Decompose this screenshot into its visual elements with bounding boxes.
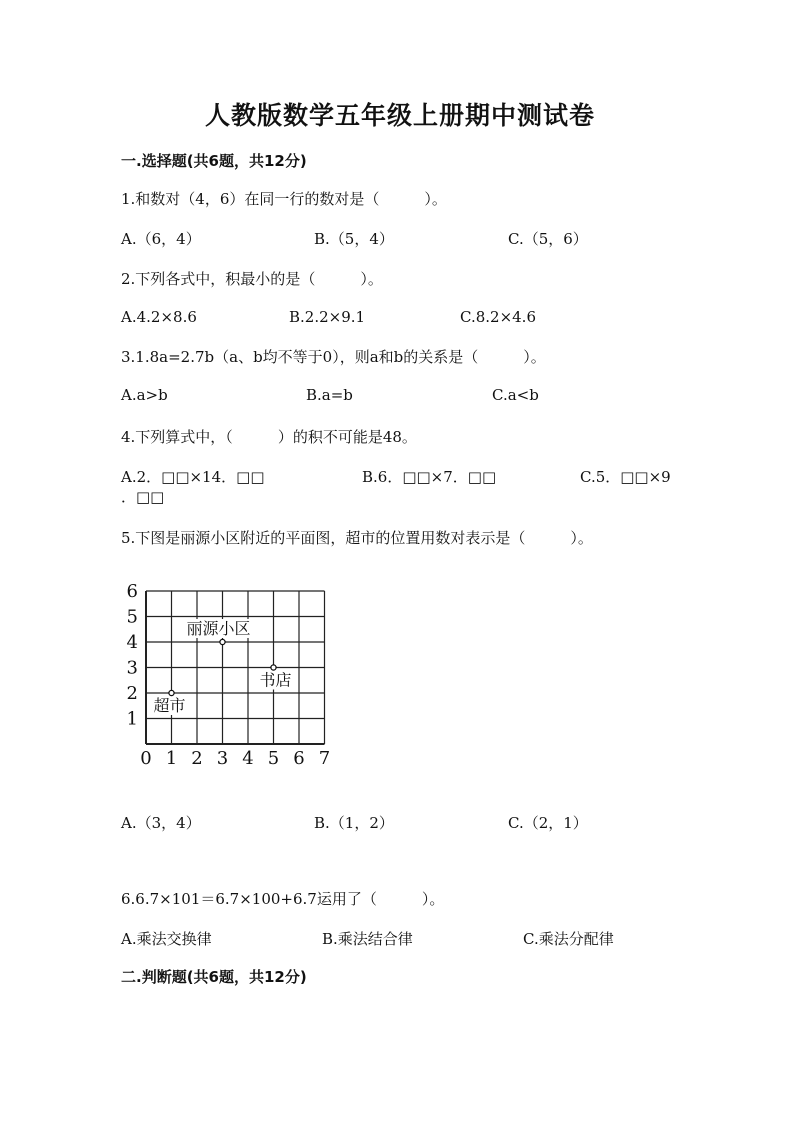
- question-1-option-b[interactable]: B.（5，4）: [314, 230, 394, 248]
- question-1-option-c[interactable]: C.（5，6）: [508, 230, 588, 248]
- x-tick-label: 5: [267, 748, 280, 769]
- map-place-point: [169, 690, 174, 695]
- question-5-stem: 5.下图是丽源小区附近的平面图，超市的位置用数对表示是（ ）。: [121, 529, 593, 547]
- question-4-stem: 4.下列算式中，（ ）的积不可能是48。: [121, 428, 417, 446]
- question-4-option-a[interactable]: A.2．□□×14．□□: [121, 468, 265, 486]
- question-5-option-c[interactable]: C.（2，1）: [508, 814, 588, 832]
- x-tick-label: 4: [242, 748, 254, 769]
- map-place-point: [271, 665, 276, 670]
- question-4-option-c-continued: ．□□: [121, 488, 165, 506]
- question-6-option-a[interactable]: A.乘法交换律: [121, 930, 212, 948]
- section-heading-judgment: 二.判断题(共6题，共12分): [121, 968, 307, 986]
- question-2-option-c[interactable]: C.8.2×4.6: [460, 308, 536, 326]
- neighborhood-map-grid: [124, 580, 344, 770]
- y-tick-label: 2: [126, 683, 138, 704]
- y-tick-label: 5: [126, 606, 138, 628]
- x-tick-label: 7: [318, 748, 331, 769]
- y-tick-label: 6: [126, 581, 138, 602]
- question-4-option-c[interactable]: C.5．□□×9: [580, 468, 671, 486]
- question-3-stem: 3.1.8a=2.7b（a、b均不等于0），则a和b的关系是（ ）。: [121, 348, 546, 366]
- question-4-option-b[interactable]: B.6．□□×7．□□: [362, 468, 497, 486]
- map-place-label: 书店: [259, 670, 292, 690]
- y-tick-label: 3: [126, 657, 138, 679]
- question-1-option-a[interactable]: A.（6，4）: [121, 230, 201, 248]
- x-tick-label: 3: [216, 748, 229, 769]
- x-tick-label: 1: [165, 748, 178, 769]
- question-5-option-b[interactable]: B.（1，2）: [314, 814, 394, 832]
- map-place-label: 丽源小区: [186, 619, 251, 638]
- question-2-option-b[interactable]: B.2.2×9.1: [289, 308, 366, 326]
- question-6-option-c[interactable]: C.乘法分配律: [523, 930, 614, 948]
- y-tick-label: 4: [126, 632, 138, 653]
- section-heading-choice: 一.选择题(共6题，共12分): [121, 152, 307, 170]
- page-title: 人教版数学五年级上册期中测试卷: [204, 101, 595, 130]
- question-5-option-a[interactable]: A.（3，4）: [121, 814, 201, 832]
- x-tick-label: 6: [293, 748, 305, 769]
- map-place-point: [220, 639, 225, 644]
- question-6-stem: 6.6.7×101＝6.7×100+6.7运用了（ ）。: [121, 890, 445, 908]
- x-tick-label: 2: [191, 748, 203, 769]
- y-tick-label: 1: [126, 708, 138, 730]
- map-place-label: 超市: [153, 696, 186, 715]
- question-2-option-a[interactable]: A.4.2×8.6: [121, 308, 197, 326]
- question-3-option-c[interactable]: C.a<b: [492, 386, 539, 404]
- question-2-stem: 2.下列各式中，积最小的是（ ）。: [121, 270, 383, 288]
- question-3-option-a[interactable]: A.a>b: [121, 386, 168, 404]
- question-1-stem: 1.和数对（4，6）在同一行的数对是（ ）。: [121, 190, 447, 208]
- neighborhood-map-figure: [124, 580, 344, 770]
- question-3-option-b[interactable]: B.a=b: [306, 386, 353, 404]
- x-tick-label: 0: [140, 748, 152, 769]
- question-6-option-b[interactable]: B.乘法结合律: [322, 930, 413, 948]
